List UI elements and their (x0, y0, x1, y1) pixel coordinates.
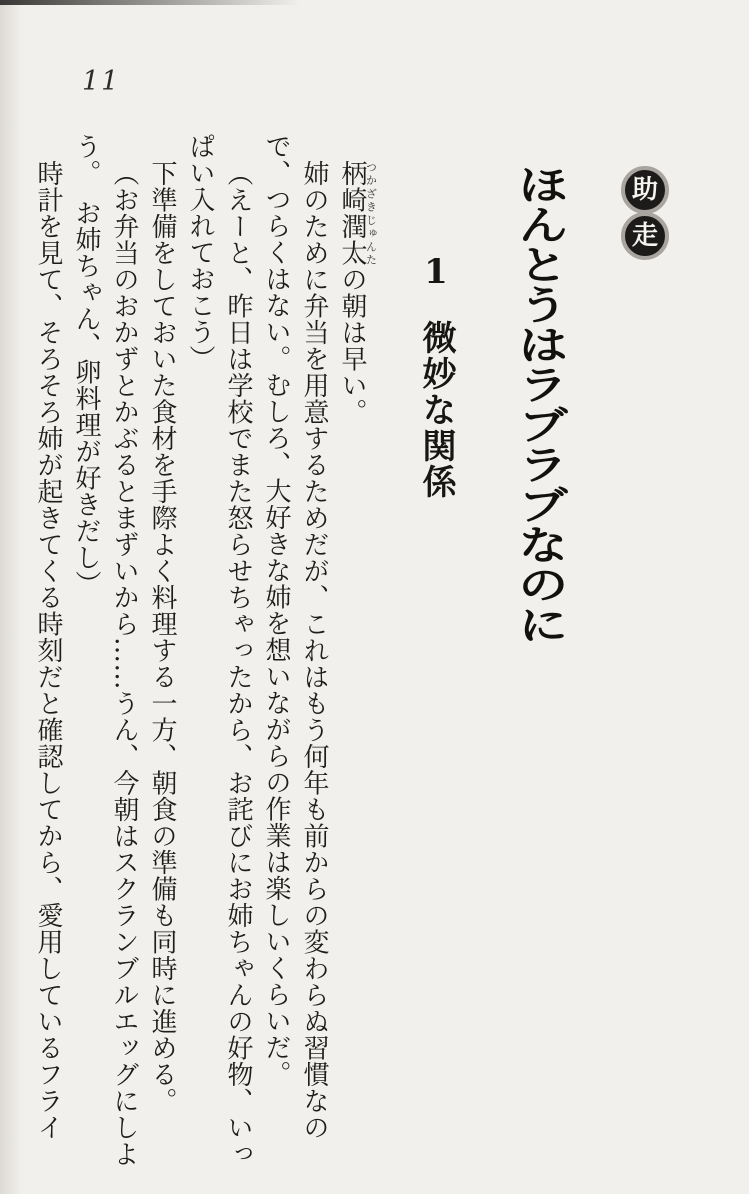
ruby-base: 柄崎 (337, 160, 367, 213)
body-text (23, 133, 377, 1178)
body-line: 時計を見て、そろそろ姉が起きてくる時刻だと確認してから、愛用しているフライ (33, 160, 63, 1141)
body-line: で、つらくはない。むしろ、大好きな姉を想いながらの作業は楽しいくらいだ。 (261, 133, 291, 1087)
body-line: 下準備をしておいた食材を手際よく料理する一方、朝食の準備も同時に進める。 (147, 160, 177, 1114)
chapter-title: ほんとうはラブラブなのに (509, 164, 569, 644)
body-line: う。 お姉ちゃん、卵料理が好きだし） (71, 133, 101, 597)
body-line: 柄崎つかざき潤太じゅんたの朝は早い。 (337, 160, 378, 425)
body-line: （えーと、昨日は学校でまた怒らせちゃったから、お詫びにお姉ちゃんの好物、いっ (223, 160, 253, 1167)
furigana: じゅんた (364, 213, 378, 266)
body-line: 姉のために弁当を用意するためだが、これはもう何年も前からの変わらぬ習慣なの (299, 160, 329, 1141)
section-heading-block (412, 252, 461, 500)
chapter-badge-circle: 助 (621, 166, 669, 214)
body-line: ぱい入れておこう） (185, 133, 215, 372)
section-number: 1 (416, 252, 456, 294)
scan-artifact-top-edge (0, 0, 300, 5)
ruby-annotated-text (337, 160, 378, 213)
furigana: つかざき (364, 160, 378, 213)
section-title: 微妙な関係 (416, 319, 456, 500)
body-line: （お弁当のおかずとかぶるとまずいから……うん、今朝はスクランブルエッグにしよ (109, 160, 139, 1167)
chapter-badge (621, 166, 669, 260)
ruby-annotated-text (337, 213, 378, 266)
scan-artifact-left-gutter (0, 0, 22, 1194)
chapter-badge-circle: 走 (621, 212, 669, 260)
ruby-base: 潤太 (337, 213, 367, 266)
page-number: 11 (82, 66, 121, 97)
